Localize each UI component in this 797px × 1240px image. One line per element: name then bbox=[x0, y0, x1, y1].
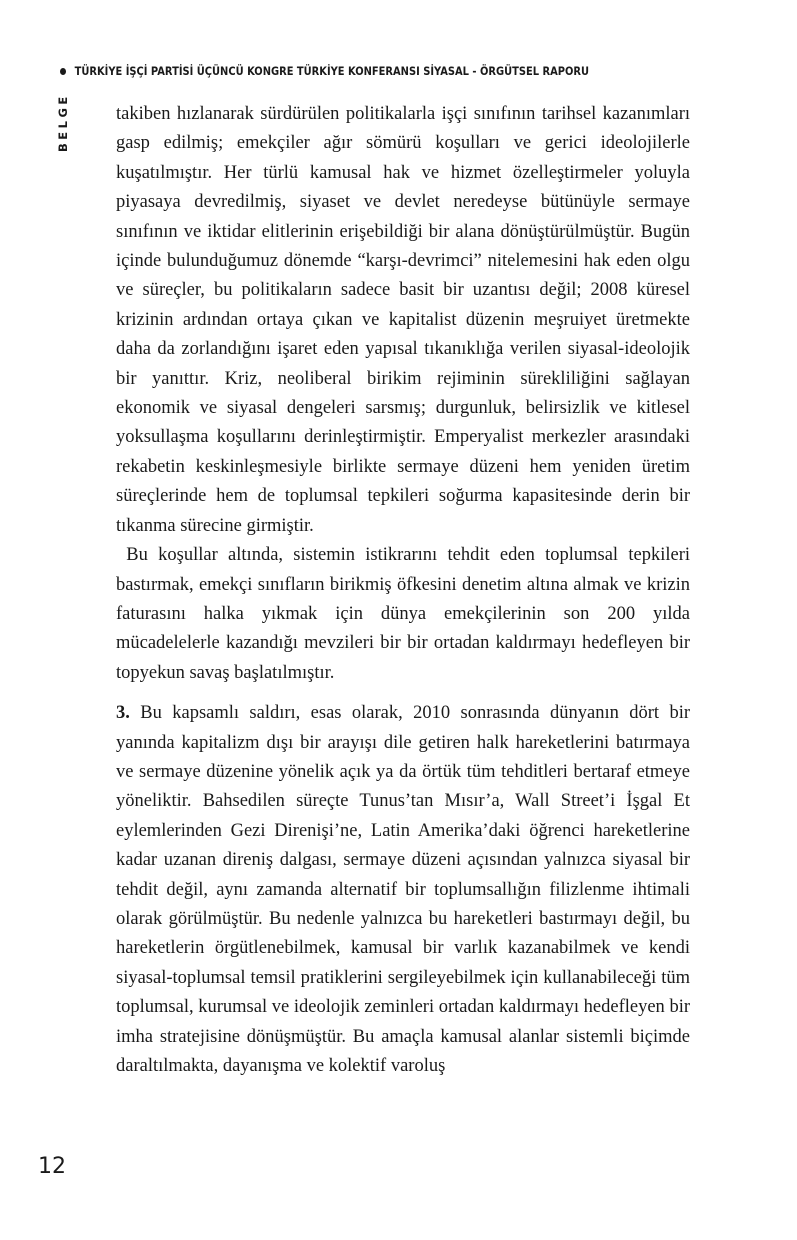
body-text bbox=[116, 100, 690, 1081]
paragraph-2 bbox=[116, 541, 690, 688]
page-number: 12 bbox=[38, 1154, 66, 1179]
bullet-icon bbox=[60, 68, 66, 75]
running-title: TÜRKİYE İŞÇİ PARTİSİ ÜÇÜNCÜ KONGRE TÜRKİYE KONFERANSI SİYASAL - ÖRGÜTSEL RAPORU bbox=[74, 64, 590, 78]
paragraph-3-text: Bu kapsamlı saldırı, esas olarak, 2010 sonrasında dünyanın dört bir yanında kapitalizm dışı bir arayışı dile getiren halk hareketlerini batırmaya ve sermaye düzenine yönelik açık ya da örtük tüm tehditleri bertaraf etmeye yöneliktir. Bahsedilen süreçte Tunus’tan Mısır’a, Wall Street’i İşgal Et eylemlerinden Gezi Direnişi’ne, Latin Amerika’daki öğrenci hareketlerine kadar uzanan direniş dalgası, sermaye düzeni açısından yalnızca siyasal bir tehdit değil, aynı zamanda alternatif bir toplumsallığın filizlenme ihtimali olarak görülmüştür. Bu nedenle yalnızca bu hareketleri bastırmayı değil, bu hareketlerin örgütlenebilmek, kamusal bir varlık kazanabilmek ve kendi siyasal-toplumsal temsil pratiklerini sergileyebilmek için kullanabileceği tüm toplumsal, kurumsal ve ideolojik zeminleri ortadan kaldırmayı hedefleyen bir imha stratejisine dönüşmüştür. Bu amaçla kamusal alanlar sistemli biçimde daraltılmakta, dayanışma ve kolektif varoluş bbox=[116, 703, 690, 1076]
paragraph-1: takiben hızlanarak sürdürülen politikalarla işçi sınıfının tarihsel kazanımları gasp edilmiş; emekçiler ağır sömürü koşulları ve gerici ideolojilerle kuşatılmıştır. Her türlü kamusal hak ve hizmet özelleştirmeler yoluyla piyasaya devredilmiş, siyaset ve devlet neredeyse bütünüyle sermaye sınıfının ve iktidar elitlerinin erişebildiği bir alana dönüştürülmüştür. Bugün içinde bulunduğumuz dönemde “karşı-devrimci” nitelemesini hak eden olgu ve süreçler, bu politikaların sadece basit bir uzantısı değil; 2008 küresel krizinin ardından ortaya çıkan ve kapitalist düzenin meşruiyet üretmekte daha da zorlandığını işaret eden yapısal tıkanıklığa verilen siyasal-ideolojik bir yanıttır. Kriz, neoliberal birikim rejiminin sürekliliğini sağlayan ekonomik ve siyasal dengeleri sarsmış; durgunluk, belirsizlik ve kitlesel yoksullaşma koşullarını derinleştirmiştir. Emperyalist merkezler arasındaki rekabetin keskinleşmesiyle birlikte sermaye düzeni hem yeniden üretim süreçlerinde hem de toplumsal tepkileri soğurma kapasitesinde derin bir tıkanma sürecine girmiştir. bbox=[116, 104, 690, 536]
section-number: 3. bbox=[116, 703, 130, 724]
running-header bbox=[60, 64, 589, 78]
paragraph-3 bbox=[116, 699, 690, 1081]
side-label: BELGE bbox=[56, 93, 70, 153]
paragraph-2-text: Bu koşullar altında, sistemin istikrarını tehdit eden toplumsal tepkileri bastırmak, emekçi sınıfların birikmiş öfkesini denetim altına almak ve krizin faturasını halka yıkmak için dünya emekçilerinin son 200 yılda mücadelelerle kazandığı mevzileri bir bir ortadan kaldırmayı hedefleyen bir topyekun savaş başlatılmıştır. bbox=[116, 545, 690, 683]
